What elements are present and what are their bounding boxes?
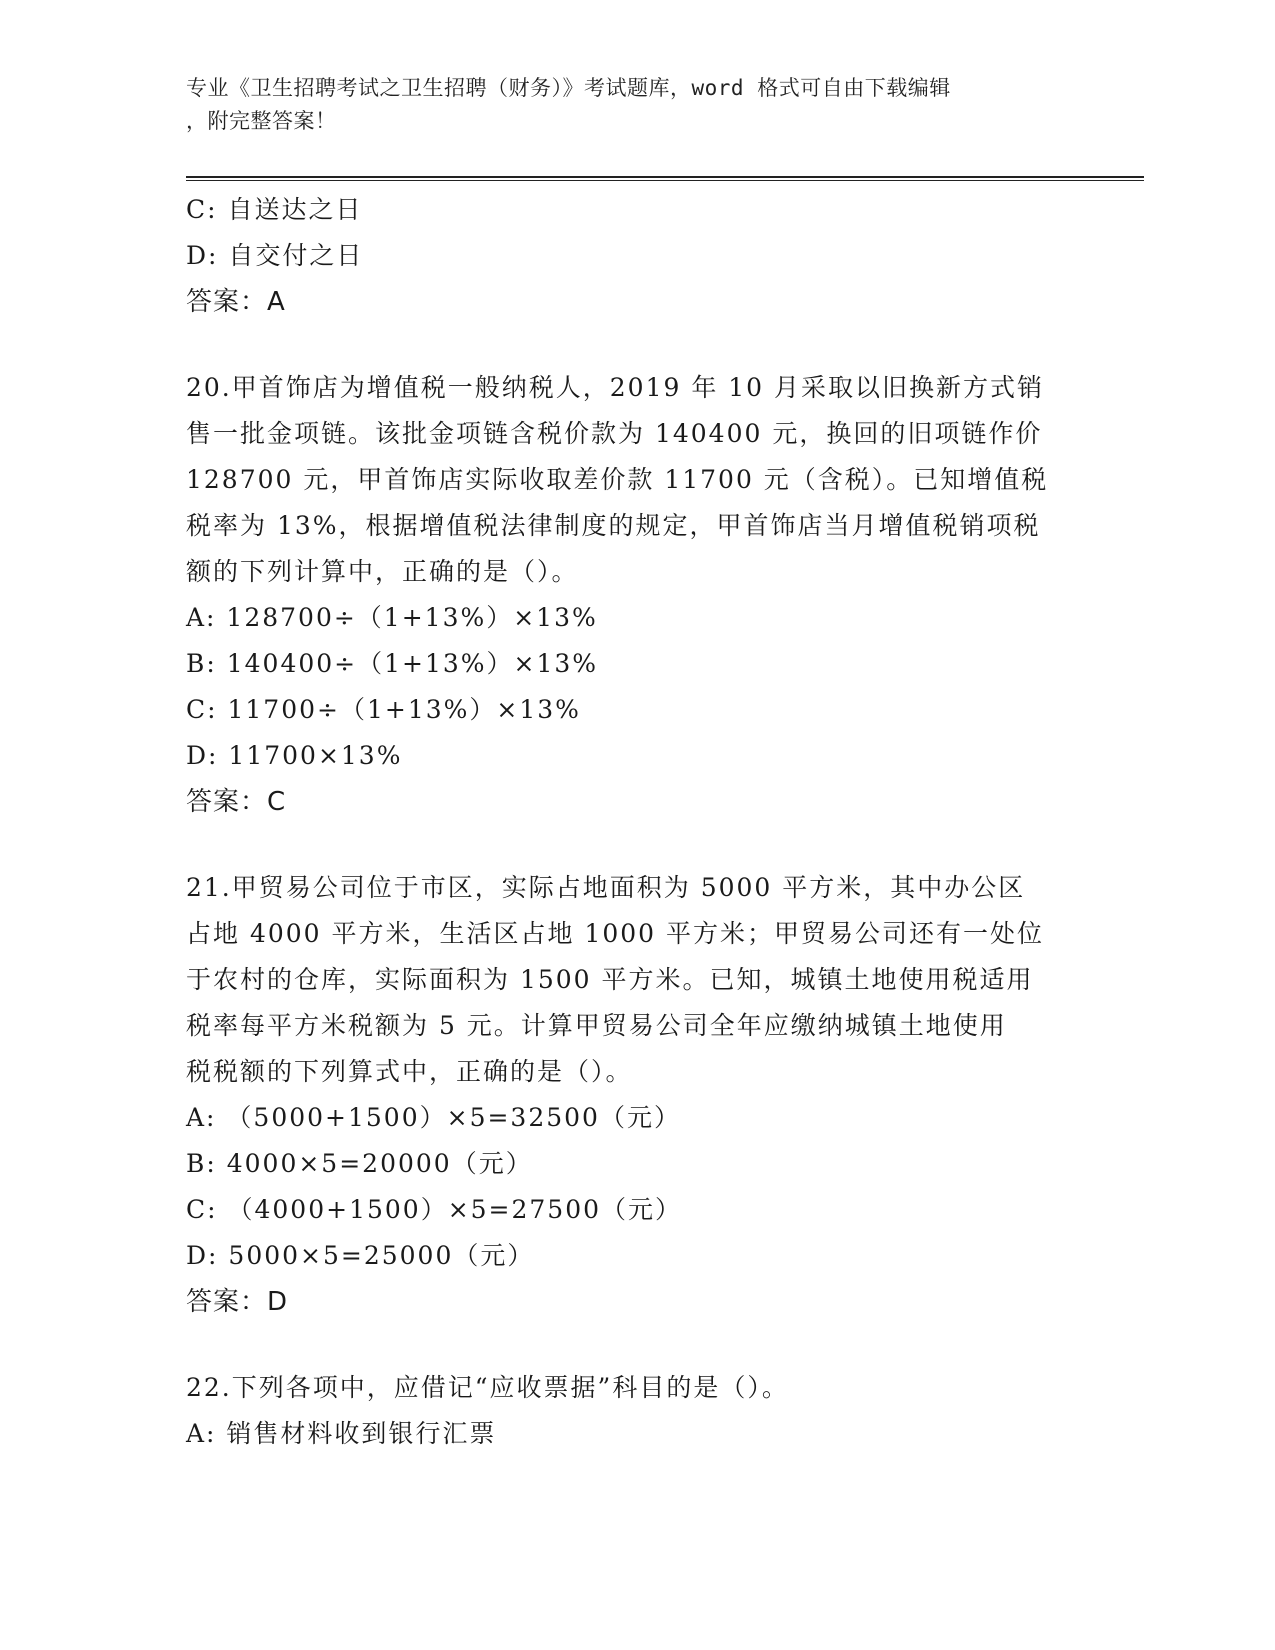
q22-stem: 22.下列各项中，应借记“应收票据”科目的是（）。 (186, 1373, 789, 1402)
q21-option-d: D: 5000×5=25000（元） (186, 1241, 535, 1270)
q21-stem-line-1: 21.甲贸易公司位于市区，实际占地面积为 5000 平方米，其中办公区 (186, 873, 1026, 902)
header-line-1: 专业《卫生招聘考试之卫生招聘（财务）》考试题库，word 格式可自由下载编辑 (186, 76, 951, 100)
q21-stem-line-5: 税税额的下列算式中，正确的是（）。 (186, 1057, 633, 1086)
q21-stem-line-3: 于农村的仓库，实际面积为 1500 平方米。已知，城镇土地使用税适用 (186, 965, 1034, 994)
q20-stem-line-4: 税率为 13%，根据增值税法律制度的规定，甲首饰店当月增值税销项税 (186, 511, 1041, 540)
spacer (186, 825, 1086, 865)
q20-option-a: A: 128700÷（1+13%）×13% (186, 603, 598, 632)
q22-option-a: A: 销售材料收到银行汇票 (186, 1419, 497, 1448)
q21-option-b: B: 4000×5=20000（元） (186, 1149, 533, 1178)
q20-option-c: C: 11700÷（1+13%）×13% (186, 695, 581, 724)
q21-option-c: C: （4000+1500）×5=27500（元） (186, 1195, 683, 1224)
q20-option-d: D: 11700×13% (186, 741, 403, 770)
q19-option-c: C: 自送达之日 (186, 195, 363, 224)
q20-stem-line-3: 128700 元，甲首饰店实际收取差价款 11700 元（含税）。已知增值税 (186, 465, 1049, 494)
header-line-2: ，附完整答案！ (186, 109, 337, 133)
q20-option-b: B: 140400÷（1+13%）×13% (186, 649, 599, 678)
q20-answer: 答案：C (186, 787, 287, 817)
q20-stem-line-2: 售一批金项链。该批金项链含税价款为 140400 元，换回的旧项链作价 (186, 419, 1043, 448)
spacer (186, 1325, 1086, 1365)
q19-answer: 答案：A (186, 287, 286, 317)
question-list (186, 187, 1086, 1457)
header-divider (186, 176, 1144, 181)
q21-stem-line-2: 占地 4000 平方米，生活区占地 1000 平方米；甲贸易公司还有一处位 (186, 919, 1045, 948)
q21-answer: 答案：D (186, 1287, 289, 1317)
q20-stem-line-1: 20.甲首饰店为增值税一般纳税人，2019 年 10 月采取以旧换新方式销 (186, 373, 1045, 402)
q19-option-d: D: 自交付之日 (186, 241, 364, 270)
q20-stem-line-5: 额的下列计算中，正确的是（）。 (186, 557, 579, 586)
q21-stem-line-4: 税率每平方米税额为 5 元。计算甲贸易公司全年应缴纳城镇土地使用 (186, 1011, 1007, 1040)
page-header (186, 72, 1086, 138)
q21-option-a: A: （5000+1500）×5=32500（元） (186, 1103, 681, 1132)
spacer (186, 325, 1086, 365)
